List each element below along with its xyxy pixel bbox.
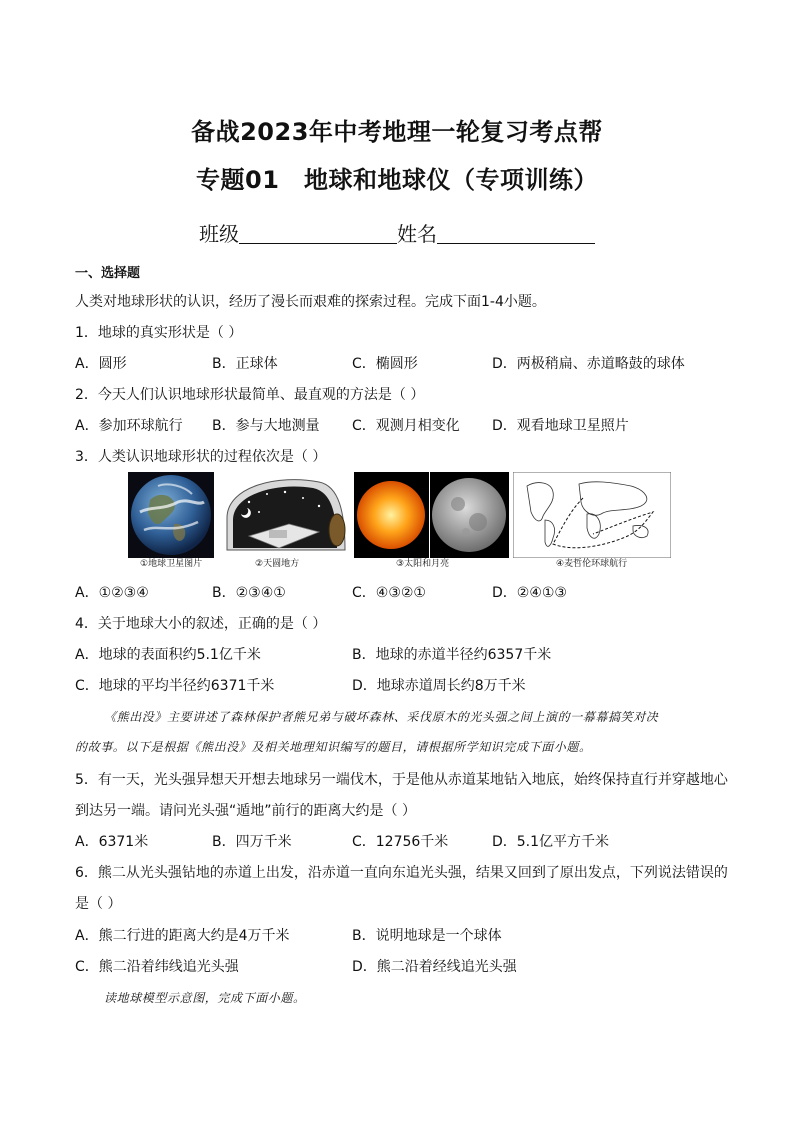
intro-3: 读地球模型示意图，完成下面小题。 [104,991,306,1005]
sun-moon-icon [354,472,509,558]
document-title: 备战2023年中考地理一轮复习考点帮 [191,118,603,146]
question-6-line-2: 是（ ） [75,896,122,912]
caption-1: ①地球卫星图片 [140,559,203,569]
class-name-line [0,218,794,247]
story-intro-line-2: 的故事。以下是根据《熊出没》及相关地理知识编写的题目，请根据所学知识完成下面小题。 [75,740,592,754]
question-3: 3．人类认识地球形状的过程依次是（ ） [75,449,327,465]
q4-option-a[interactable]: A．地球的表面积约5.1亿千米 [75,647,261,663]
question-5-line-1: 5．有一天，光头强异想天开想去地球另一端伐木，于是他从赤道某地钻入地底，始终保持直行并穿越地心 [75,772,728,788]
sun-moon-image [354,472,509,568]
q5-option-d[interactable]: D．5.1亿平方千米 [492,834,610,850]
world-map-icon [513,472,671,558]
caption-4: ④麦哲伦环球航行 [556,559,628,569]
q6-option-d[interactable]: D．熊二沿着经线追光头强 [352,959,517,975]
q5-option-a[interactable]: A．6371米 [75,834,149,850]
earth-satellite-image [128,472,214,568]
q3-option-a[interactable]: A．①②③④ [75,585,149,601]
caption-2: ②天圆地方 [255,559,300,569]
q3-option-d[interactable]: D．②④①③ [492,585,567,601]
q2-option-a[interactable]: A．参加环球航行 [75,418,183,434]
question-2: 2．今天人们认识地球形状最简单、最直观的方法是（ ） [75,387,425,403]
q5-option-b[interactable]: B．四万千米 [212,834,292,850]
q1-option-b[interactable]: B．正球体 [212,356,278,372]
q1-option-c[interactable]: C．椭圆形 [352,356,418,372]
q1-option-d[interactable]: D．两极稍扁、赤道略鼓的球体 [492,356,685,372]
question-6-line-1: 6．熊二从光头强钻地的赤道上出发，沿赤道一直向东追光头强，结果又回到了原出发点，下列说法错误的 [75,865,728,881]
q3-option-b[interactable]: B．②③④① [212,585,286,601]
dome-sky-image [219,472,350,568]
q2-option-b[interactable]: B．参与大地测量 [212,418,320,434]
name-label: 姓名 [397,222,437,246]
caption-3: ③太阳和月亮 [396,559,450,569]
section-heading: 一、选择题 [75,266,141,281]
q5-option-c[interactable]: C．12756千米 [352,834,449,850]
question-1: 1．地球的真实形状是（ ） [75,325,243,341]
q2-option-c[interactable]: C．观测月相变化 [352,418,460,434]
q6-option-b[interactable]: B．说明地球是一个球体 [352,928,502,944]
magellan-map-image [513,472,671,568]
q6-option-a[interactable]: A．熊二行进的距离大约是4万千米 [75,928,290,944]
q4-option-b[interactable]: B．地球的赤道半径约6357千米 [352,647,552,663]
question-5-line-2: 到达另一端。请问光头强“遁地”前行的距离大约是（ ） [75,803,416,819]
name-blank[interactable] [437,223,595,244]
dome-icon [219,472,350,558]
q2-option-d[interactable]: D．观看地球卫星照片 [492,418,629,434]
q3-option-c[interactable]: C．④③②① [352,585,426,601]
earth-globe-icon [128,472,214,558]
class-label: 班级 [199,222,239,246]
q1-option-a[interactable]: A．圆形 [75,356,127,372]
intro-1: 人类对地球形状的认识，经历了漫长而艰难的探索过程。完成下面1-4小题。 [75,294,546,310]
question-4: 4．关于地球大小的叙述，正确的是（ ） [75,616,327,632]
q6-option-c[interactable]: C．熊二沿着纬线追光头强 [75,959,239,975]
class-blank[interactable] [239,223,397,244]
document-subtitle: 专题01 地球和地球仪（专项训练） [196,166,598,194]
q4-option-d[interactable]: D．地球赤道周长约8万千米 [352,678,526,694]
story-intro-line-1: 《熊出没》主要讲述了森林保护者熊兄弟与破坏森林、采伐原木的光头强之间上演的一幕幕搞笑对决 [104,710,659,724]
q4-option-c[interactable]: C．地球的平均半径约6371千米 [75,678,275,694]
